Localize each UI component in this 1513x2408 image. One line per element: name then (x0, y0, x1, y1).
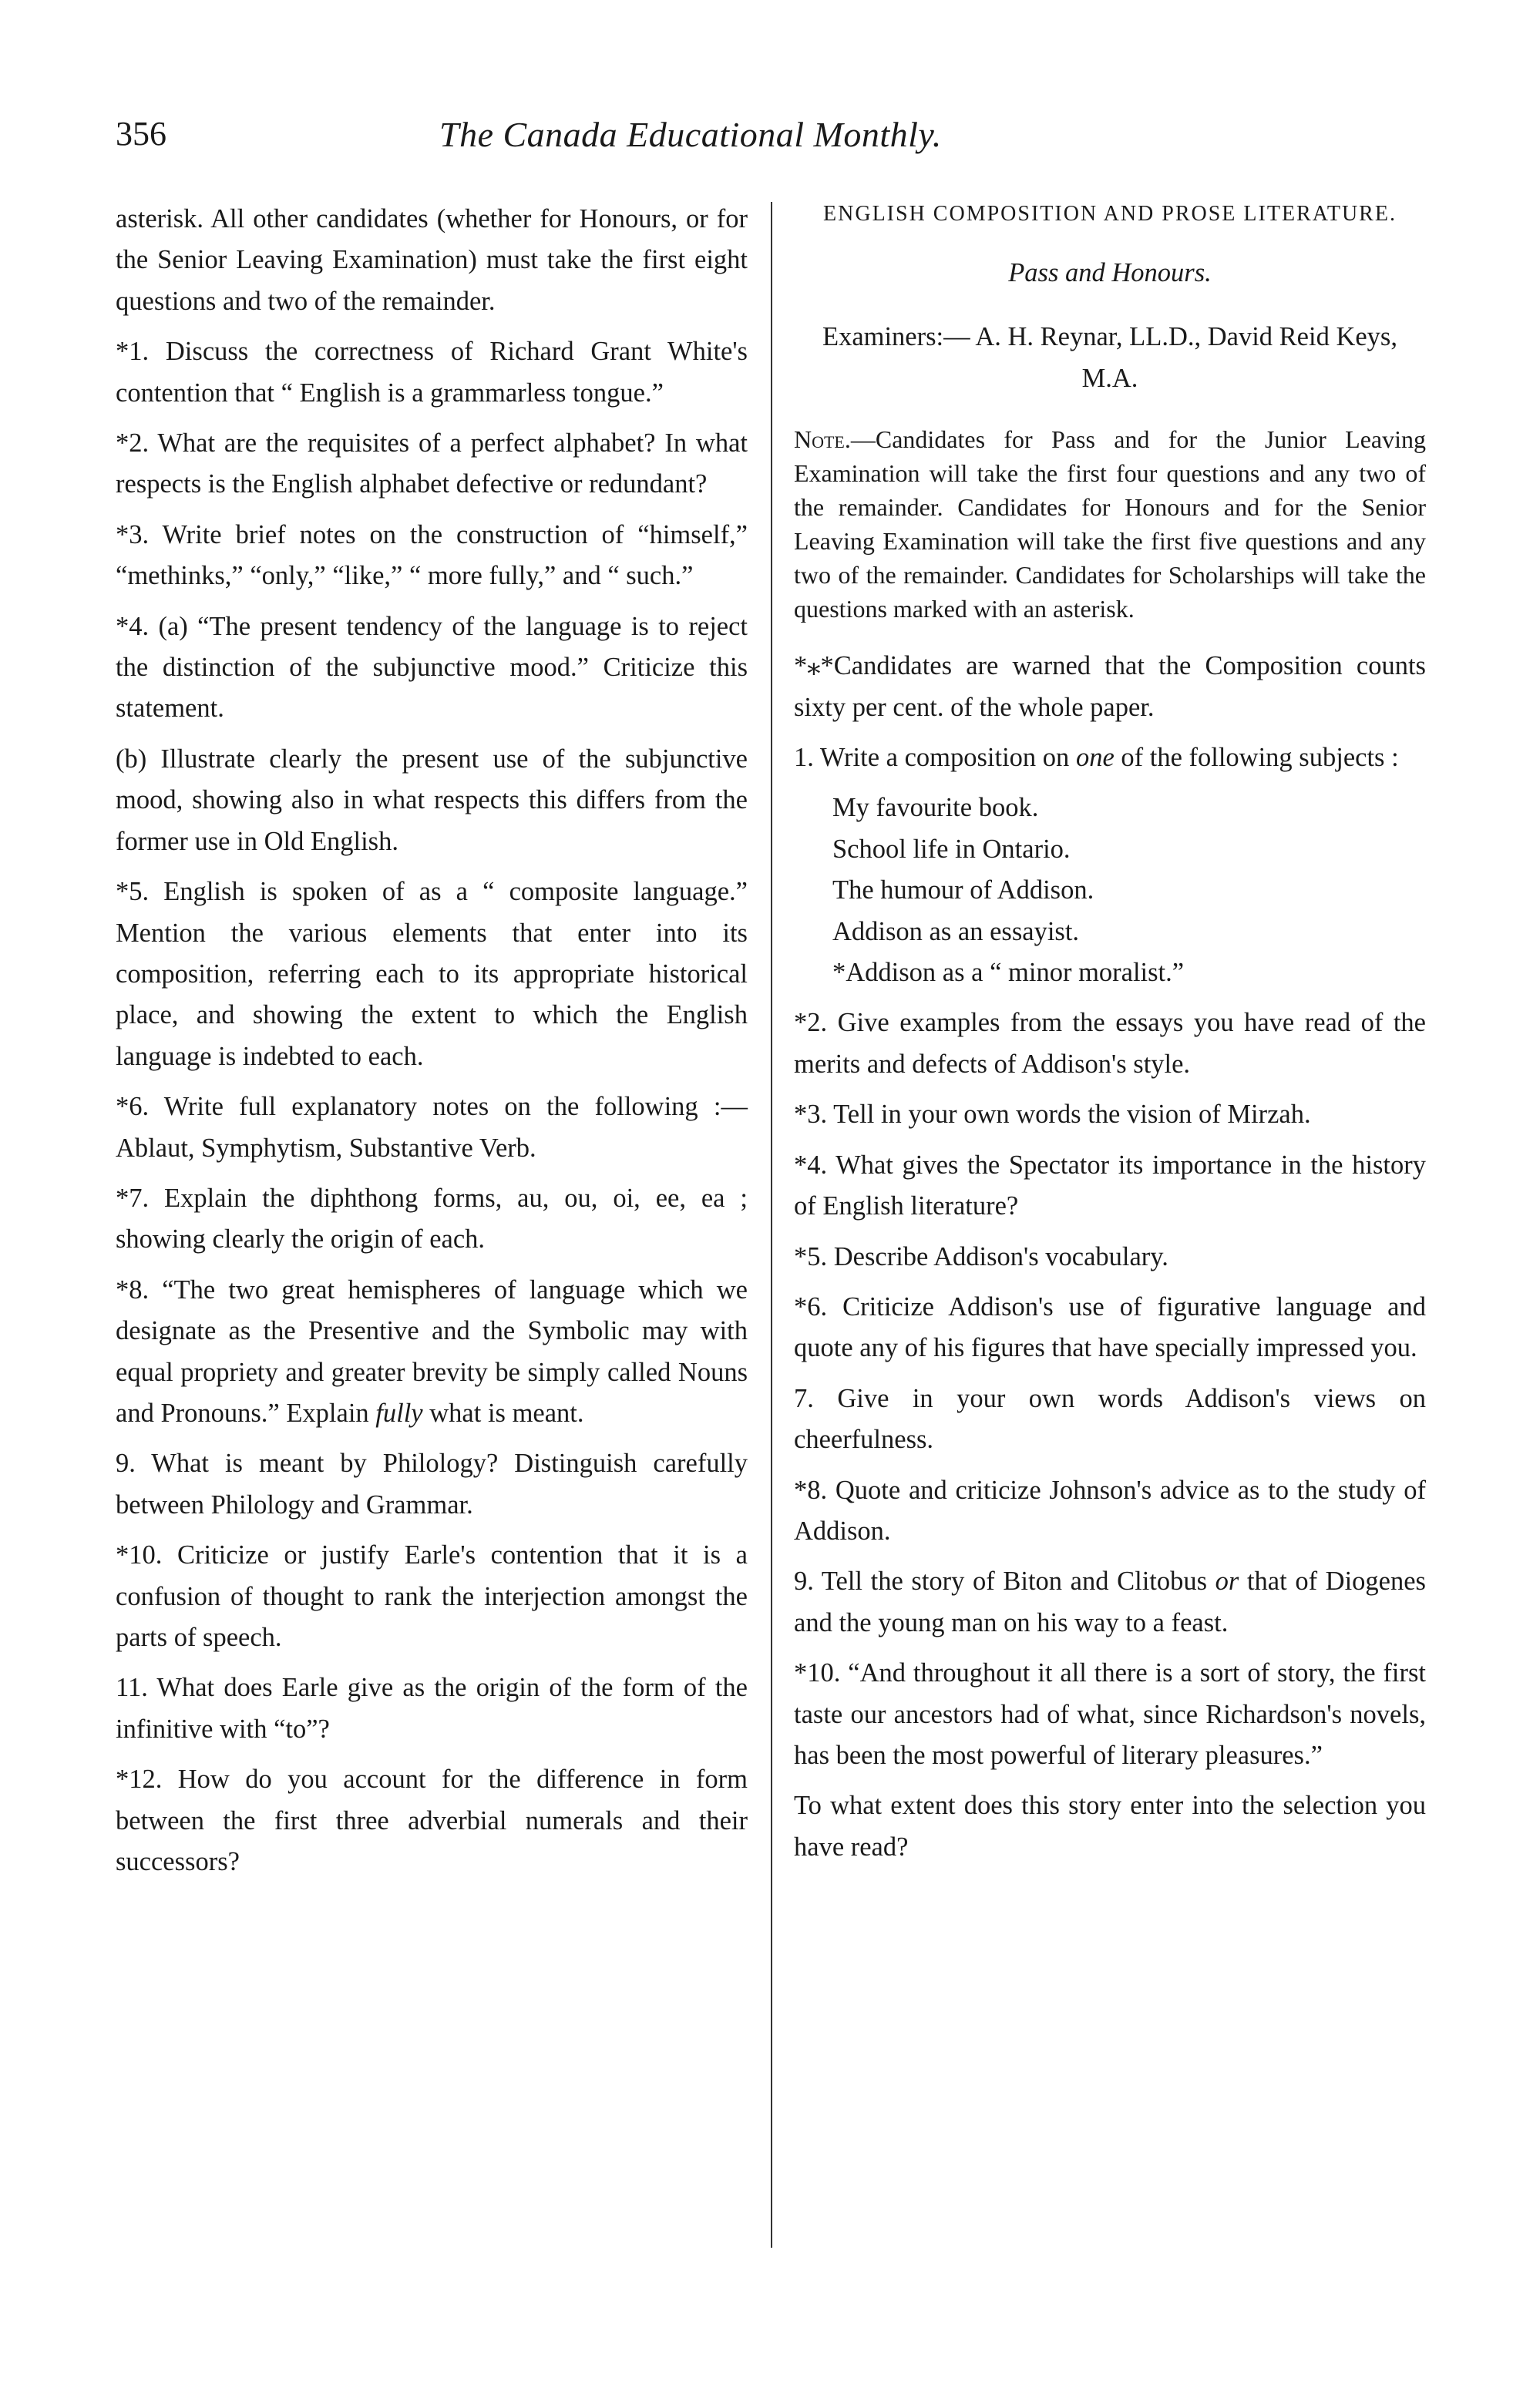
question-5: *5. English is spoken of as a “ composite language.” Mention the various elements that enter into its composition, referring each to its appropriate historical place, and showing the extent to which the English language is indebted to each. (116, 877, 748, 1071)
intro-paragraph: asterisk. All other candidates (whether for Honours, or for the Senior Leaving Examination) must take the first eight questions and two of the remainder. (116, 204, 748, 316)
question-9-emphasis: or (1215, 1567, 1239, 1597)
question-9-end: that of Diogenes and the young man on his way to a feast. (794, 1567, 1426, 1637)
composition-question-emphasis: one (1075, 743, 1115, 773)
question-6: *6. Write full explanatory notes on the following :—Ablaut, Symphytism, Substantive Verb. (116, 1092, 748, 1163)
question-10-follow-up: To what extent does this story enter into the selection you have read? (794, 1791, 1426, 1862)
question-9 (794, 1561, 1426, 1644)
question-2: *2. What are the requisites of a perfect alphabet? In what respects is the English alphabet defective or redundant? (116, 428, 748, 499)
composition-question-text: 1. Write a composition on (794, 743, 1076, 773)
left-column (116, 199, 748, 1892)
question-5: *5. Describe Addison's vocabulary. (794, 1241, 1168, 1271)
question-7: 7. Give in your own words Addison's views on cheerfulness. (794, 1383, 1426, 1455)
examiners-line: Examiners:— A. H. Reynar, LL.D., David Reid Keys, M.A. (822, 322, 1397, 393)
page-header (116, 114, 1133, 168)
note-label: Note. (794, 425, 851, 454)
note-text: —Candidates for Pass and for the Junior Leaving Examination will take the first four questions and any two of the remainder. Candidates for Honours and for the Senior Leaving Examination will take the first five questions and any two of the remainder. Candidates for Scholarships will take the questions marked with an asterisk. (794, 425, 1426, 623)
question-10: *10. Criticize or justify Earle's contention that it is a confusion of thought to rank the interjection amongst the parts of speech. (116, 1540, 748, 1652)
topic-item: School life in Ontario. (832, 834, 1071, 864)
topic-item: The humour of Addison. (832, 875, 1094, 905)
question-4b: (b) Illustrate clearly the present use of the subjunctive mood, showing also in what respects this differs from the former use in Old English. (116, 744, 748, 856)
running-title: The Canada Educational Monthly. (439, 115, 942, 154)
question-4: *4. What gives the Spectator its importance in the history of English literature? (794, 1150, 1426, 1221)
question-1: *1. Discuss the correctness of Richard Grant White's contention that “ English is a grammarless tongue.” (116, 337, 748, 408)
question-8-end: what is meant. (422, 1398, 584, 1428)
question-9-text: 9. Tell the story of Biton and Clitobus (794, 1567, 1215, 1597)
question-4a: *4. (a) “The present tendency of the language is to reject the distinction of the subjunctive mood.” Criticize this statement. (116, 611, 748, 724)
topic-item: Addison as an essayist. (832, 916, 1080, 946)
right-column (794, 199, 1426, 1877)
note-paragraph (794, 422, 1426, 626)
question-8-text: *8. “The two great hemispheres of language which we designate as the Presentive and the Symbolic may with equal propriety and greater brevity be simply called Nouns and Pronouns.” Explain (116, 1275, 748, 1428)
question-3: *3. Tell in your own words the vision of Mirzah. (794, 1100, 1311, 1130)
question-8 (116, 1270, 748, 1435)
question-12: *12. How do you account for the difference in form between the first three adverbial numerals and their successors? (116, 1765, 748, 1877)
pass-honours-heading: Pass and Honours. (1008, 258, 1212, 287)
question-3: *3. Write brief notes on the construction of “himself,” “methinks,” “only,” “like,” “ more fully,” and “ such.” (116, 519, 748, 591)
topic-item: My favourite book. (832, 793, 1039, 823)
column-divider (771, 202, 772, 2248)
question-11: 11. What does Earle give as the origin of the form of the infinitive with “to”? (116, 1673, 748, 1744)
question-7: *7. Explain the diphthong forms, au, ou, oi, ee, ea ; showing clearly the origin of each. (116, 1183, 748, 1254)
composition-question-end: of the following subjects : (1114, 743, 1399, 773)
warning-paragraph: *⁎*Candidates are warned that the Composition counts sixty per cent. of the whole paper. (794, 651, 1426, 722)
page-number: 356 (116, 115, 166, 153)
composition-question (794, 737, 1426, 778)
question-10: *10. “And throughout it all there is a sort of story, the first taste our ancestors had of what, since Richardson's novels, has been the most powerful of literary pleasures.” (794, 1658, 1426, 1770)
section-title: ENGLISH COMPOSITION AND PROSE LITERATURE. (823, 202, 1397, 226)
question-8-emphasis: fully (375, 1398, 423, 1428)
question-2: *2. Give examples from the essays you have read of the merits and defects of Addison's style. (794, 1008, 1426, 1079)
question-8: *8. Quote and criticize Johnson's advice as to the study of Addison. (794, 1475, 1426, 1546)
question-6: *6. Criticize Addison's use of figurative language and quote any of his figures that have specially impressed you. (794, 1291, 1426, 1363)
question-9: 9. What is meant by Philology? Distinguish carefully between Philology and Grammar. (116, 1449, 748, 1520)
topic-item: *Addison as a “ minor moralist.” (832, 958, 1185, 988)
